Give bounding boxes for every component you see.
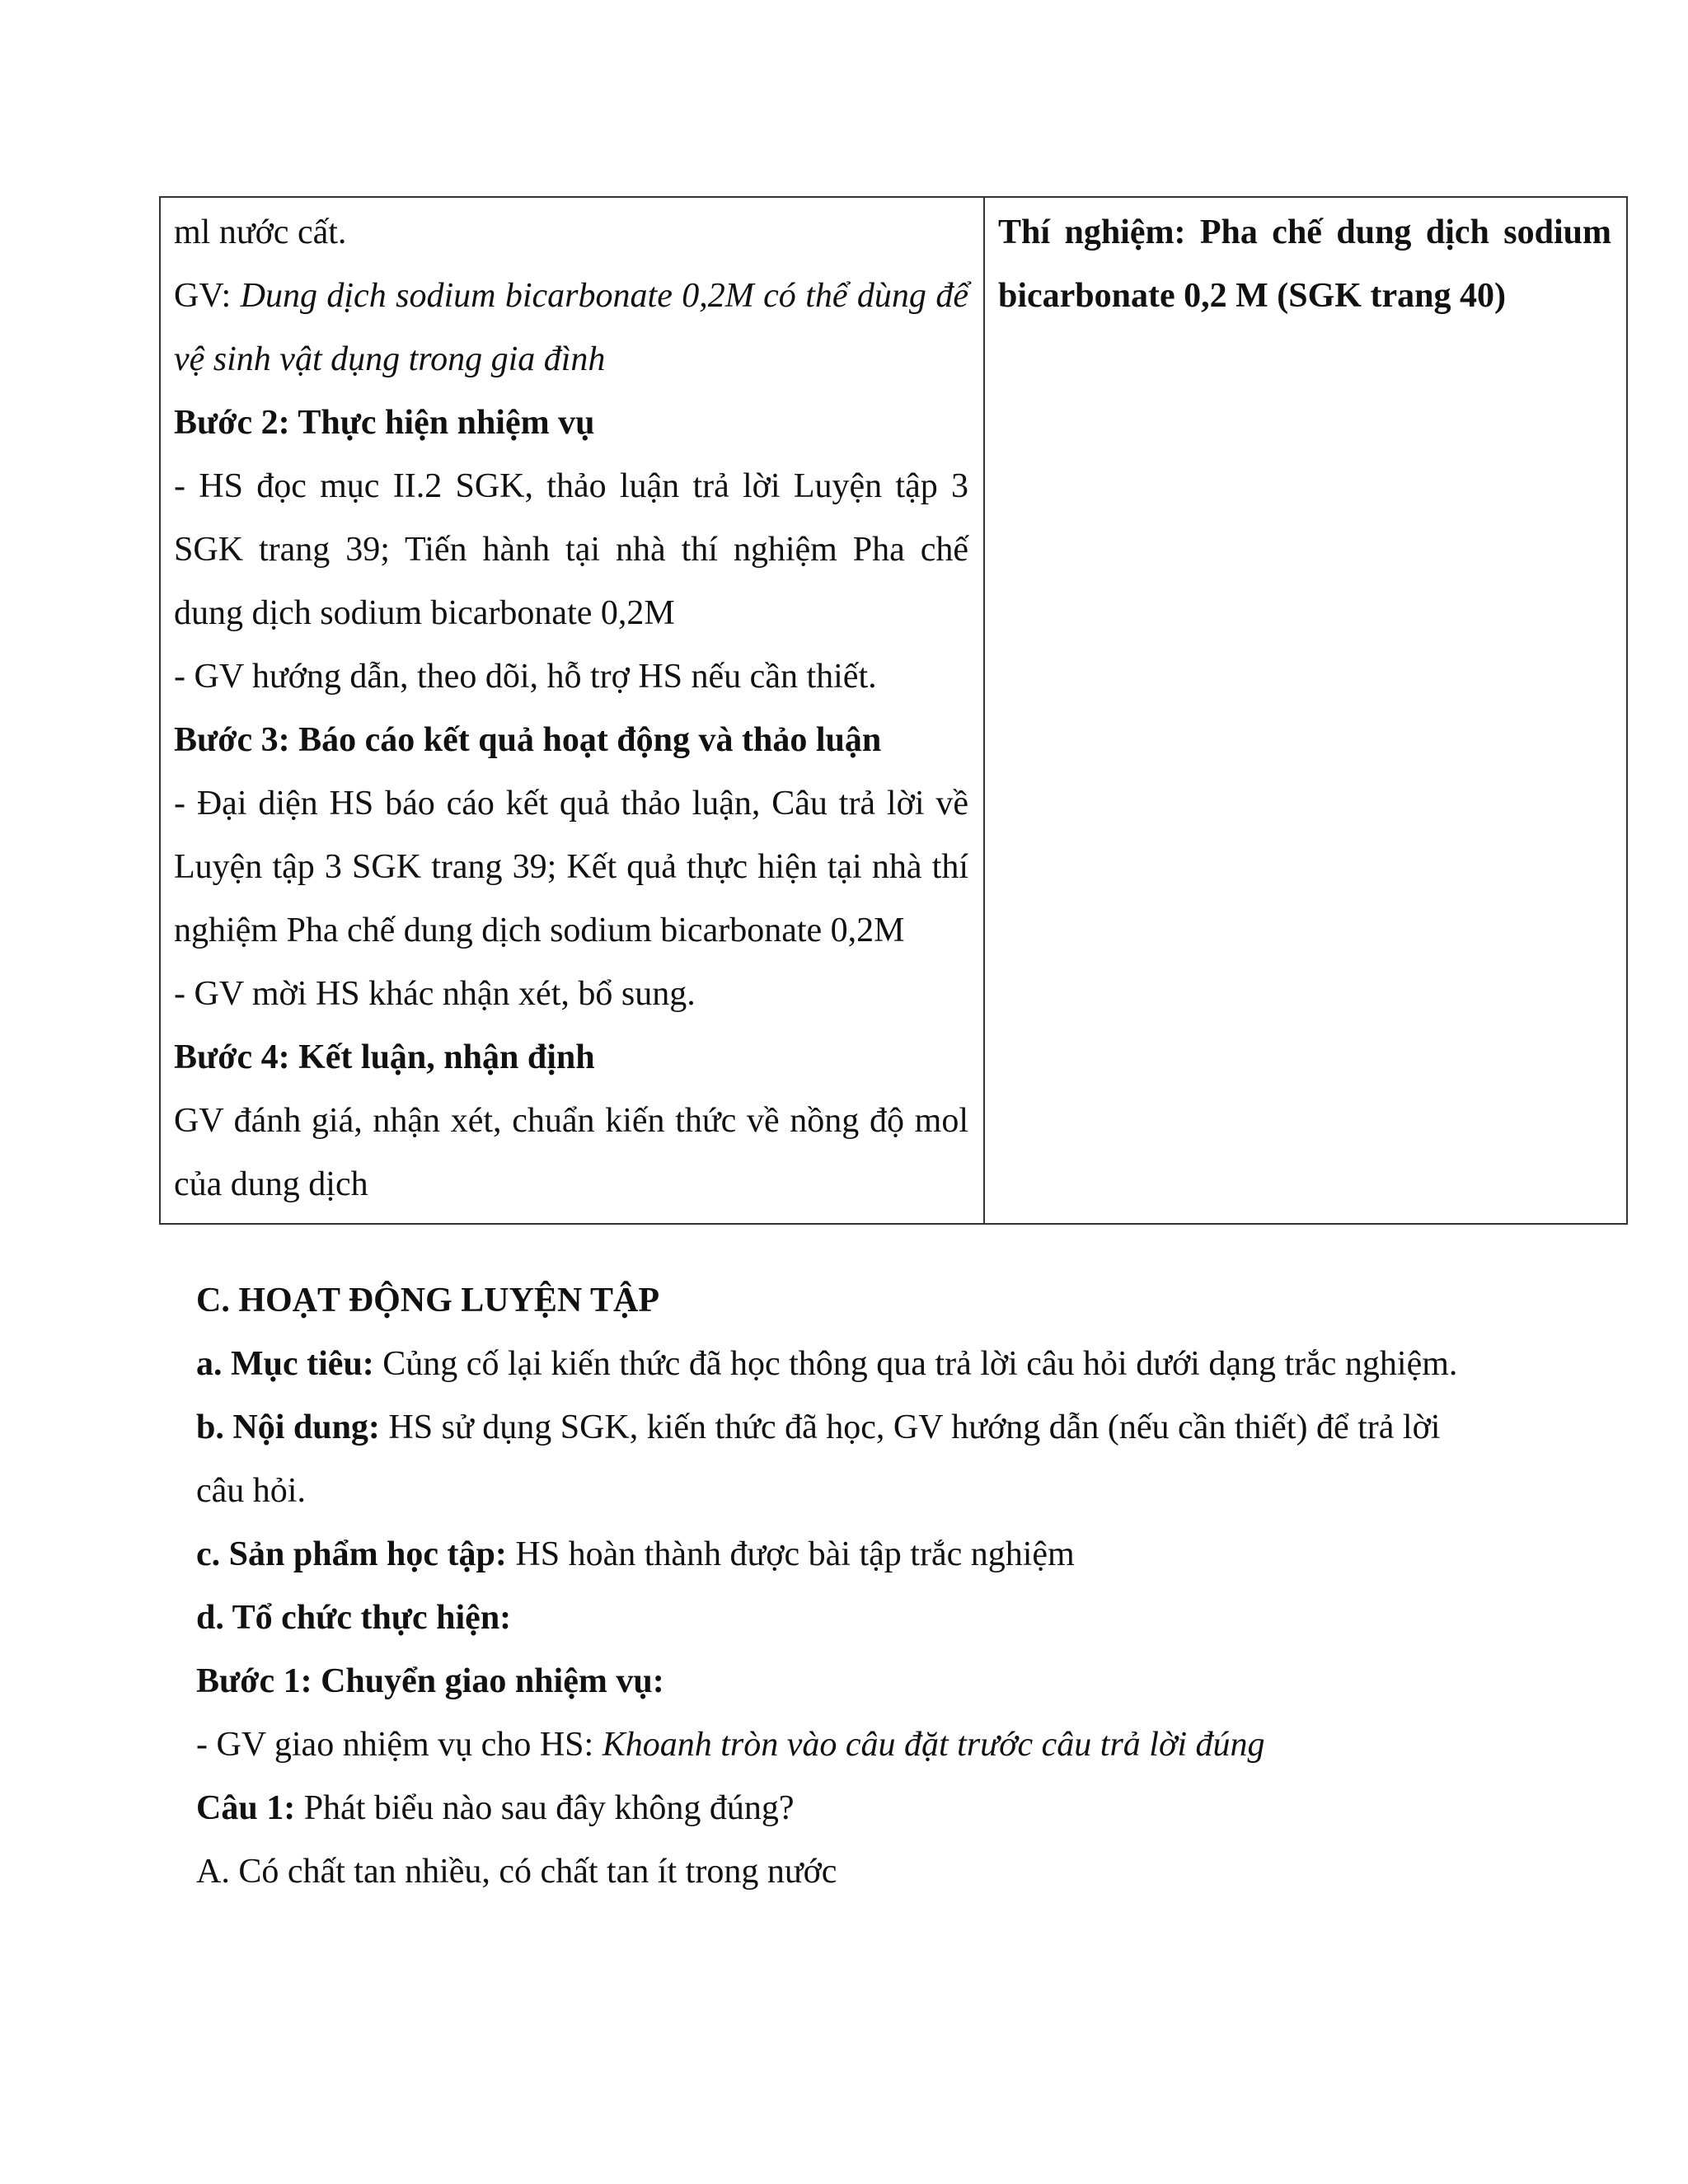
gv-note-paragraph: [174, 265, 968, 391]
product-paragraph: [196, 1523, 1482, 1586]
lesson-table: [159, 196, 1628, 1225]
content-label: b. Nội dung:: [196, 1408, 380, 1446]
question-1-option-a: A. Có chất tan nhiều, có chất tan ít trong nước: [196, 1853, 837, 1891]
goal-paragraph: [196, 1333, 1482, 1396]
step1-heading: Bước 1: Chuyển giao nhiệm vụ:: [196, 1662, 664, 1700]
question-1-text: Phát biểu nào sau đây không đúng?: [295, 1789, 795, 1827]
expected-product-cell: [984, 197, 1627, 1224]
table-row: [160, 197, 1627, 1224]
task-paragraph: [196, 1713, 1482, 1777]
organize-heading: d. Tổ chức thực hiện:: [196, 1599, 512, 1637]
section-c: [196, 1269, 1482, 1904]
content-paragraph: [196, 1396, 1482, 1523]
step3-heading: Bước 3: Báo cáo kết quả hoạt động và thảo luận: [174, 721, 882, 759]
task-italic: Khoanh tròn vào câu đặt trước câu trả lời đúng: [602, 1726, 1265, 1764]
step4-heading: Bước 4: Kết luận, nhận định: [174, 1038, 595, 1076]
question-1-label: Câu 1:: [196, 1789, 296, 1827]
step2-heading: Bước 2: Thực hiện nhiệm vụ: [174, 404, 595, 442]
goal-text: Củng cố lại kiến thức đã học thông qua trả lời câu hỏi dưới dạng trắc nghiệm.: [373, 1345, 1458, 1383]
product-text: HS hoàn thành được bài tập trắc nghiệm: [506, 1535, 1075, 1573]
step3-item-1: - Đại diện HS báo cáo kết quả thảo luận, Câu trả lời về Luyện tập 3 SGK trang 39; Kết quả thực hiện tại nhà thí nghiệm Pha chế dung dịch sodium bicarbonate 0,2M: [174, 785, 968, 949]
goal-label: a. Mục tiêu:: [196, 1345, 374, 1383]
step3-item-2: - GV mời HS khác nhận xét, bổ sung.: [174, 975, 696, 1013]
teacher-student-activity-cell: [160, 197, 984, 1224]
question-1: [196, 1777, 1482, 1840]
content-text: HS sử dụng SGK, kiến thức đã học, GV hướng dẫn (nếu cần thiết) để trả lời câu hỏi.: [196, 1408, 1441, 1510]
experiment-title: Thí nghiệm: Pha chế dung dịch sodium bicarbonate 0,2 M (SGK trang 40): [998, 213, 1611, 315]
step4-text: GV đánh giá, nhận xét, chuẩn kiến thức về nồng độ mol của dung dịch: [174, 1102, 968, 1203]
task-prefix: - GV giao nhiệm vụ cho HS:: [196, 1726, 603, 1764]
product-label: c. Sản phẩm học tập:: [196, 1535, 507, 1573]
intro-line: ml nước cất.: [174, 213, 347, 251]
gv-note-text: Dung dịch sodium bicarbonate 0,2M có thể dùng để vệ sinh vật dụng trong gia đình: [174, 277, 968, 378]
step2-item-2: - GV hướng dẫn, theo dõi, hỗ trợ HS nếu cần thiết.: [174, 658, 877, 696]
gv-prefix: GV:: [174, 277, 241, 315]
step2-item-1: - HS đọc mục II.2 SGK, thảo luận trả lời Luyện tập 3 SGK trang 39; Tiến hành tại nhà thí nghiệm Pha chế dung dịch sodium bicarbonate 0,2M: [174, 467, 968, 632]
section-c-heading: C. HOẠT ĐỘNG LUYỆN TẬP: [196, 1282, 660, 1319]
